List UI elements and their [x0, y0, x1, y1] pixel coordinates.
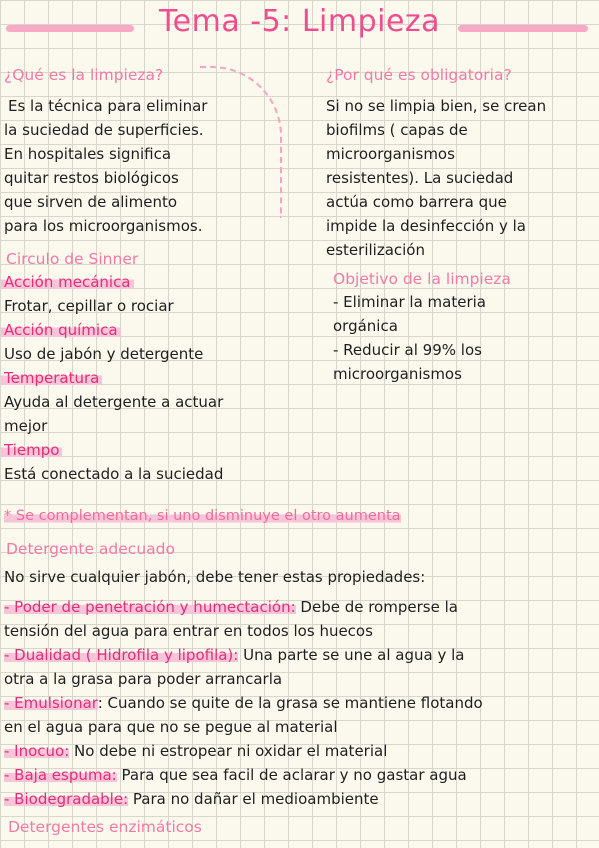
why-mandatory-text — [326, 94, 546, 262]
property-continuation: en el agua para que no se pegue al material — [4, 718, 338, 736]
why-line: impide la desinfección y la — [326, 217, 526, 235]
why-line: microorganismos — [326, 145, 455, 163]
page-title: Tema -5: Limpieza — [158, 4, 441, 39]
sinner-text: Está conectado a la suciedad — [4, 465, 224, 483]
complement-note — [4, 508, 401, 524]
why-line: esterilización — [326, 241, 425, 259]
objective-line: orgánica — [333, 317, 398, 335]
definition-text — [4, 94, 207, 238]
label-time: Tiempo — [1, 441, 62, 459]
property-text: Una parte se une al agua y la — [238, 646, 465, 664]
objective-list — [333, 290, 486, 386]
property-label: - Emulsionar — [4, 694, 98, 712]
sinner-label — [4, 438, 223, 462]
sinner-list — [4, 270, 223, 486]
property-continuation: tensión del agua para entrar en todos los huecos — [4, 622, 373, 640]
heading-sinner-circle: Circulo de Sinner — [6, 250, 139, 268]
property-label: - Dualidad ( Hidrofila y lipofila): — [4, 646, 239, 664]
definition-line: la suciedad de superficies. — [4, 121, 204, 139]
objective-line: microorganismos — [333, 365, 462, 383]
definition-line: quitar restos biológicos — [4, 169, 179, 187]
property-line — [4, 787, 483, 811]
heading-suitable-detergent: Detergente adecuado — [6, 540, 175, 558]
heading-objective: Objetivo de la limpieza — [333, 270, 511, 288]
detergent-properties — [4, 595, 483, 811]
sinner-label — [4, 366, 223, 390]
property-line — [4, 595, 483, 619]
property-text: Para no dañar el medioambiente — [128, 790, 379, 808]
definition-line: para los microorganismos. — [4, 217, 203, 235]
property-label: - Biodegradable: — [4, 790, 129, 808]
sinner-text: Uso de jabón y detergente — [4, 345, 204, 363]
sinner-text: Ayuda al detergente a actuar — [4, 393, 224, 411]
property-line — [4, 763, 483, 787]
property-label: - Poder de penetración y humectación: — [4, 598, 296, 616]
why-line: resistentes). La suciedad — [326, 169, 514, 187]
label-mechanical-action: Acción mecánica — [1, 273, 134, 291]
why-line: actúa como barrera que — [326, 193, 507, 211]
property-label: - Inocuo: — [4, 742, 70, 760]
objective-line: - Eliminar la materia — [333, 293, 486, 311]
definition-line: En hospitales significa — [4, 145, 172, 163]
property-text: No debe ni estropear ni oxidar el material — [69, 742, 388, 760]
property-line — [4, 643, 483, 667]
definition-line: Es la técnica para eliminar — [8, 97, 208, 115]
property-text: Debe de romperse la — [295, 598, 458, 616]
property-continuation: otra a la grasa para poder arrancarla — [4, 670, 283, 688]
label-temperature: Temperatura — [1, 369, 102, 387]
heading-enzymatic-detergents: Detergentes enzimáticos — [8, 818, 202, 836]
why-line: biofilms ( capas de — [326, 121, 468, 139]
label-chemical-action: Acción química — [1, 321, 121, 339]
detergent-intro: No sirve cualquier jabón, debe tener estas propiedades: — [4, 568, 426, 586]
sinner-text: mejor — [4, 417, 48, 435]
property-line — [4, 739, 483, 763]
property-line — [4, 691, 483, 715]
dashed-connector — [200, 66, 282, 218]
sinner-label — [4, 318, 223, 342]
heading-what-is-cleaning: ¿Qué es la limpieza? — [4, 66, 164, 84]
heading-why-mandatory: ¿Por qué es obligatoria? — [326, 66, 512, 84]
property-text: Para que sea facil de aclarar y no gastar agua — [116, 766, 467, 784]
sinner-label — [4, 270, 223, 294]
why-line: Si no se limpia bien, se crean — [326, 97, 547, 115]
complement-note-text: * Se complementan, si uno disminuye el otro aumenta — [4, 508, 401, 524]
property-label: - Baja espuma: — [4, 766, 117, 784]
sinner-text: Frotar, cepillar o rociar — [4, 297, 174, 315]
objective-line: - Reducir al 99% los — [333, 341, 482, 359]
property-text: : Cuando se quite de la grasa se mantiene flotando — [97, 694, 483, 712]
definition-line: que sirven de alimento — [4, 193, 178, 211]
